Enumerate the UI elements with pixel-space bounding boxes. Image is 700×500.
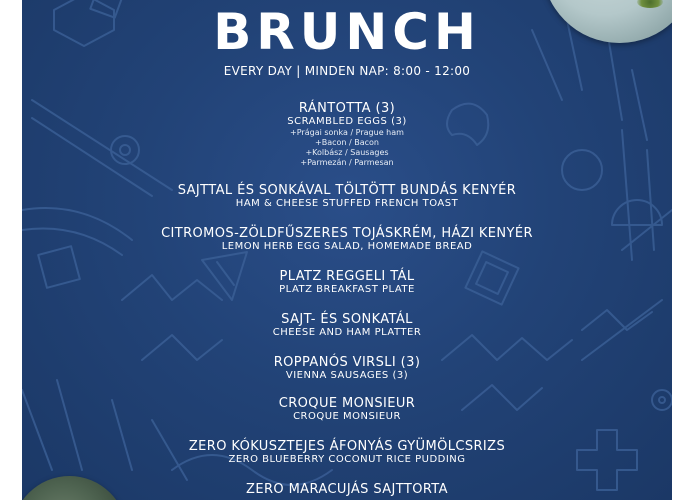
menu-item-options <box>22 128 672 168</box>
menu-item-name: ZERO KÓKUSZTEJES ÁFONYÁS GYÜMÖLCSRIZS <box>188 439 506 454</box>
menu-item-translation: CROQUE MONSIEUR <box>293 411 401 422</box>
menu-item <box>22 226 672 253</box>
menu-item-option: +Parmezán / Parmesan <box>300 158 394 167</box>
menu-item-translation: ZERO BLUEBERRY COCONUT RICE PUDDING <box>228 454 466 465</box>
menu-item <box>22 355 672 382</box>
menu-hours: EVERY DAY | MINDEN NAP: 8:00 - 12:00 <box>223 64 471 78</box>
menu-item <box>22 396 672 423</box>
menu-item-translation: CHEESE AND HAM PLATTER <box>272 327 422 338</box>
menu-item-option: +Prágai sonka / Prague ham <box>290 128 404 137</box>
menu-item <box>22 312 672 339</box>
menu-item-name: RÁNTOTTA (3) <box>298 101 396 116</box>
menu-item-name: CITROMOS-ZÖLDFŰSZERES TOJÁSKRÉM, HÁZI KENYÉR <box>161 226 533 241</box>
menu-item-name: CROQUE MONSIEUR <box>278 396 416 411</box>
menu-item <box>22 183 672 210</box>
menu-item <box>22 482 672 497</box>
menu-item-name: PLATZ REGGELI TÁL <box>279 269 415 284</box>
menu-item-translation: SCRAMBLED EGGS (3) <box>287 116 407 127</box>
menu-content <box>22 0 672 500</box>
menu-item-option: +Kolbász / Sausages <box>305 148 389 157</box>
menu-item-name: ZERO MARACUJÁS SAJTTORTA <box>246 482 448 497</box>
menu-item <box>22 269 672 296</box>
menu-item-name: SAJT- ÉS SONKATÁL <box>281 312 413 327</box>
menu-item-name: SAJTTAL ÉS SONKÁVAL TÖLTÖTT BUNDÁS KENYÉR <box>177 183 517 198</box>
menu-board <box>22 0 672 500</box>
menu-item <box>22 439 672 466</box>
menu-item-translation: HAM & CHEESE STUFFED FRENCH TOAST <box>235 198 459 209</box>
menu-item-translation: PLATZ BREAKFAST PLATE <box>279 284 415 295</box>
menu-item-option: +Bacon / Bacon <box>315 138 379 147</box>
menu-item-translation: LEMON HERB EGG SALAD, HOMEMADE BREAD <box>221 241 473 252</box>
menu-item <box>22 101 672 168</box>
menu-item-name: ROPPANÓS VIRSLI (3) <box>273 355 421 370</box>
menu-title: BRUNCH <box>213 3 481 61</box>
menu-item-translation: VIENNA SAUSAGES (3) <box>285 370 409 381</box>
